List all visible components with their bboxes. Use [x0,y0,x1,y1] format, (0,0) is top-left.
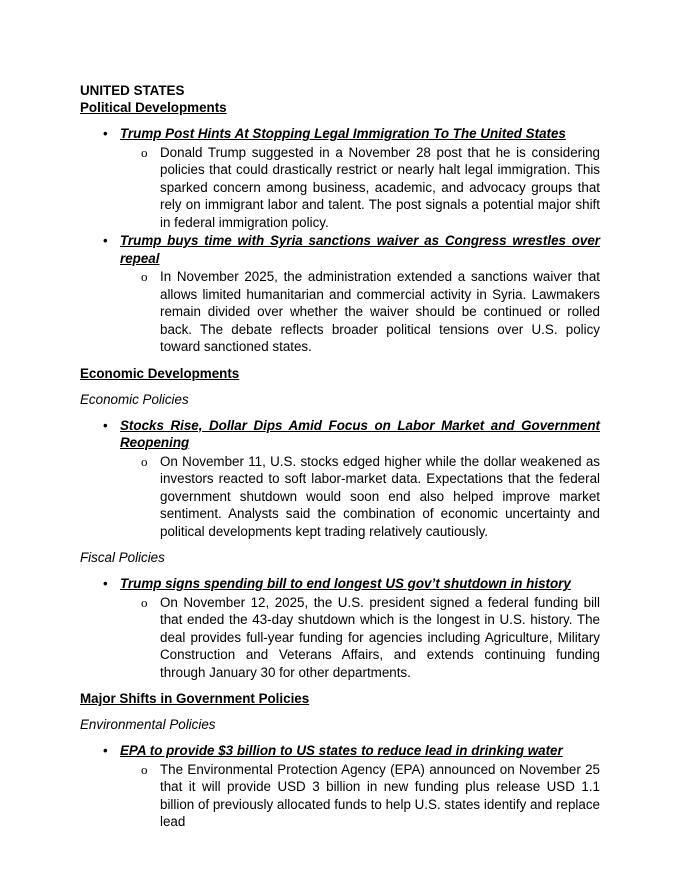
environmental-policies-label: Environmental Policies [80,717,216,732]
detail-text: On November 12, 2025, the U.S. president signed a federal funding bill that ended the 43-day shutdown which is the longest in U.S. history. The deal provides full-year funding for agencies including Agriculture, Military Construction and Veterans Affairs, and extends continuing funding through January 30 for other departments. [160,594,600,680]
bullet-icon: • [103,576,108,591]
country-title: UNITED STATES [80,83,185,98]
list-item-detail [80,594,600,682]
list-item-detail [80,268,600,356]
sub-bullet-icon: o [141,453,148,469]
detail-text: The Environmental Protection Agency (EPA) announced on November 25 that it will provide USD 3 billion in new funding plus release USD 1.1 billion of previously allocated funds to help U.S. states identify and replace lead [160,761,600,829]
detail-text: Donald Trump suggested in a November 28 post that he is considering policies that could drastically restrict or nearly halt legal immigration. This sparked concern among business, academic, and advocacy groups that rely on immigrant labor and talent. The post signals a potential major shift in federal immigration policy. [160,144,600,230]
headline-link[interactable]: EPA to provide $3 billion to US states to reduce lead in drinking water [120,743,563,758]
list-item [80,417,600,452]
detail-text: On November 11, U.S. stocks edged higher while the dollar weakened as investors reacted to soft labor-market data. Expectations that the federal government shutdown would soon end also helped improve market sentiment. Analysts said the combination of economic uncertainty and political developments kept trading relatively cautiously. [160,453,600,539]
major-shifts-heading: Major Shifts in Government Policies [80,691,310,706]
list-item [80,232,600,267]
sub-bullet-icon: o [141,761,148,777]
headline-link[interactable]: Trump Post Hints At Stopping Legal Immigration To The United States [120,126,566,141]
bullet-icon: • [103,417,108,433]
bullet-icon: • [103,126,108,141]
list-item-detail [80,144,600,232]
document-page [80,82,600,831]
sub-bullet-icon: o [141,144,148,160]
list-item [80,575,600,593]
headline-link[interactable]: Stocks Rise, Dollar Dips Amid Focus on Labor Market and Government Reopening [120,417,600,450]
sub-bullet-icon: o [141,594,148,610]
list-item-detail [80,453,600,541]
list-item [80,125,600,143]
headline-link[interactable]: Trump buys time with Syria sanctions waiver as Congress wrestles over repeal [120,233,600,266]
economic-developments-heading: Economic Developments [80,365,240,381]
detail-text: In November 2025, the administration extended a sanctions waiver that allows limited humanitarian and commercial activity in Syria. Lawmakers remain divided over whether the waiver should be continued or rolled back. The debate reflects broader political tensions over U.S. policy toward sanctioned states. [160,269,600,354]
list-item [80,742,600,760]
bullet-icon: • [103,233,108,248]
list-item-detail [80,761,600,831]
political-developments-heading: Political Developments [80,100,227,115]
headline-link[interactable]: Trump signs spending bill to end longest US gov’t shutdown in history [120,576,571,591]
fiscal-policies-label: Fiscal Policies [80,550,165,565]
bullet-icon: • [103,743,108,758]
sub-bullet-icon: o [141,269,148,284]
economic-policies-label: Economic Policies [80,391,189,407]
